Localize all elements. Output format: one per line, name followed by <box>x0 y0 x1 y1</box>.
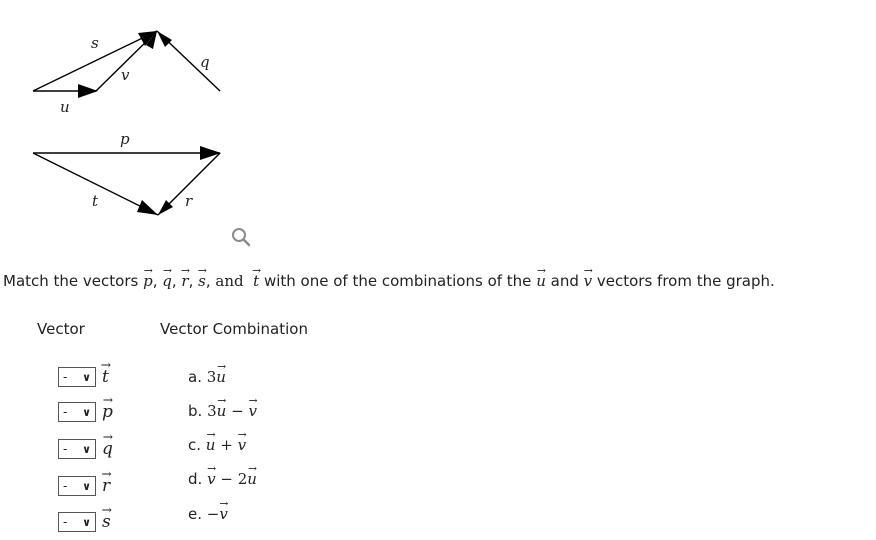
label-p: p <box>120 130 130 148</box>
combination-option-d: d. → v − 2→ u <box>188 470 257 488</box>
match-row <box>58 511 111 533</box>
chevron-down-icon: ∨ <box>82 370 91 384</box>
row-vector-label: → q <box>102 439 113 459</box>
label-t: t <box>92 192 99 210</box>
row-vector-label: → s <box>102 512 111 532</box>
row-vector-label: → t <box>102 367 109 387</box>
vector-p-select[interactable]: - ∨ <box>58 402 96 422</box>
vector-s-select[interactable]: - ∨ <box>58 512 96 532</box>
vector-p-arrowhead <box>200 146 221 160</box>
label-s: s <box>91 34 99 52</box>
label-q: q <box>200 53 210 71</box>
chevron-down-icon: ∨ <box>82 479 91 493</box>
combination-column-header: Vector Combination <box>160 320 308 338</box>
vector-r-select[interactable]: - ∨ <box>58 476 96 496</box>
magnifier-icon[interactable] <box>230 226 252 248</box>
vector-t-select[interactable]: - ∨ <box>58 367 96 387</box>
question-text: Match the vectors → p, → q, → r, → s, and → t with one of the combinations of the → u and → v vectors from the graph. <box>3 272 775 290</box>
label-u: u <box>60 98 70 116</box>
match-row <box>58 475 110 497</box>
combination-option-c: c. → u + → v <box>188 436 246 454</box>
label-r: r <box>185 192 193 210</box>
vector-diagram <box>0 0 876 240</box>
row-vector-label: → p <box>102 402 113 422</box>
match-row <box>58 366 109 388</box>
vector-u-arrowhead <box>78 84 98 98</box>
vector-q-arrowhead <box>157 31 172 47</box>
combination-option-a: a. 3→ u <box>188 368 226 386</box>
match-row <box>58 438 113 460</box>
vector-column-header: Vector <box>37 320 85 338</box>
label-v: v <box>121 66 130 84</box>
chevron-down-icon: ∨ <box>82 405 91 419</box>
chevron-down-icon: ∨ <box>82 515 91 529</box>
vector-q-select[interactable]: - ∨ <box>58 439 96 459</box>
match-row <box>58 401 113 423</box>
combination-option-e: e. −→ v <box>188 505 228 523</box>
vector-t-arrowhead <box>137 200 158 215</box>
chevron-down-icon: ∨ <box>82 442 91 456</box>
combination-option-b: b. 3→ u − → v <box>188 402 257 420</box>
row-vector-label: → r <box>102 476 110 496</box>
